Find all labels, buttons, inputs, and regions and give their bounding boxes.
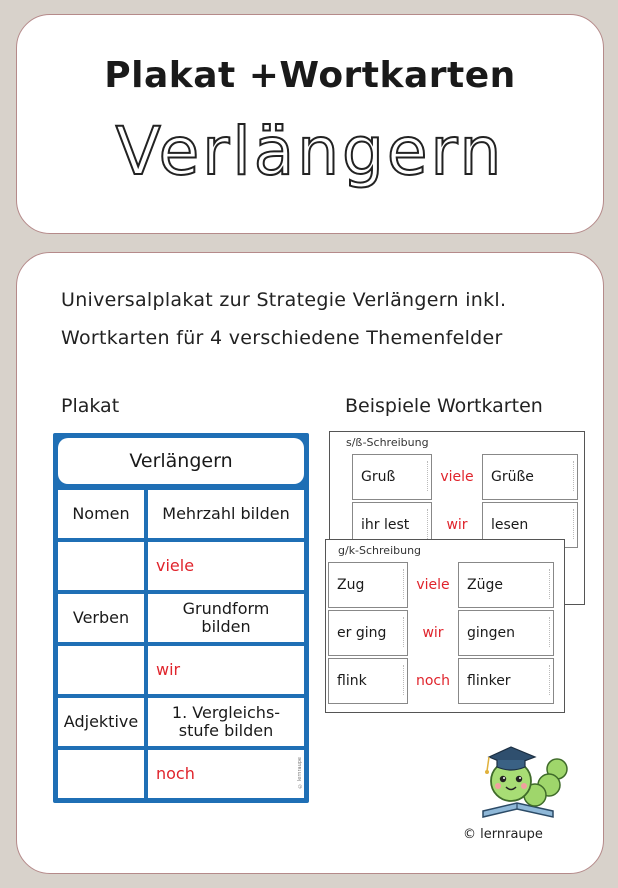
beispiele-label: Beispiele Wortkarten [345, 395, 543, 417]
sheet-title: g/k-Schreibung [338, 544, 422, 557]
plakat-label: Plakat [61, 395, 120, 417]
content-card [16, 252, 604, 874]
intro-line-1: Universalplakat zur Strategie Verlängern inkl. [61, 289, 507, 311]
sheet-title: s/ß-Schreibung [346, 436, 429, 449]
wordcard: Zug [328, 562, 408, 608]
poster-row-label: Verben [58, 594, 144, 642]
intro-line-2: Wortkarten für 4 verschiedene Themenfelder [61, 327, 503, 349]
wordcard: flink [328, 658, 408, 704]
poster-preview [53, 433, 309, 803]
caterpillar-logo-icon [465, 729, 575, 829]
wordcard: flinker [458, 658, 554, 704]
wordcard: er ging [328, 610, 408, 656]
footer-credit: © lernraupe [463, 827, 543, 842]
wordcard: lesen [482, 502, 578, 548]
wordcard: ihr lest [352, 502, 432, 548]
wordcard: Gruß [352, 454, 432, 500]
poster-row-empty [58, 646, 144, 694]
wordcard-keyword: viele [440, 469, 474, 485]
poster-row-empty [58, 542, 144, 590]
wordcard-keyword: viele [416, 577, 450, 593]
poster-title: Verlängern [58, 438, 304, 484]
poster-row-rule: Mehrzahl bilden [148, 490, 304, 538]
poster-row-example: viele [148, 542, 304, 590]
poster-row-example: wir [148, 646, 304, 694]
poster-row-empty [58, 750, 144, 798]
wordcard-sheet-gk [325, 539, 565, 713]
poster-row-rule: 1. Vergleichs-stufe bilden [148, 698, 304, 746]
poster-credit: © lernraupe [297, 757, 303, 789]
page-subtitle: Verlängern [115, 113, 505, 190]
poster-row-label: Nomen [58, 490, 144, 538]
poster-row-example: noch [148, 750, 304, 798]
poster-row-rule: Grundform bilden [148, 594, 304, 642]
wordcard-keyword: noch [415, 673, 450, 689]
wordcard-keyword: wir [446, 517, 468, 533]
title-card [16, 14, 604, 234]
poster-row-label: Adjektive [58, 698, 144, 746]
page-title: Plakat +Wortkarten [104, 55, 516, 96]
wordcard: Grüße [482, 454, 578, 500]
wordcard-keyword: wir [422, 625, 444, 641]
wordcard: gingen [458, 610, 554, 656]
wordcard: Züge [458, 562, 554, 608]
